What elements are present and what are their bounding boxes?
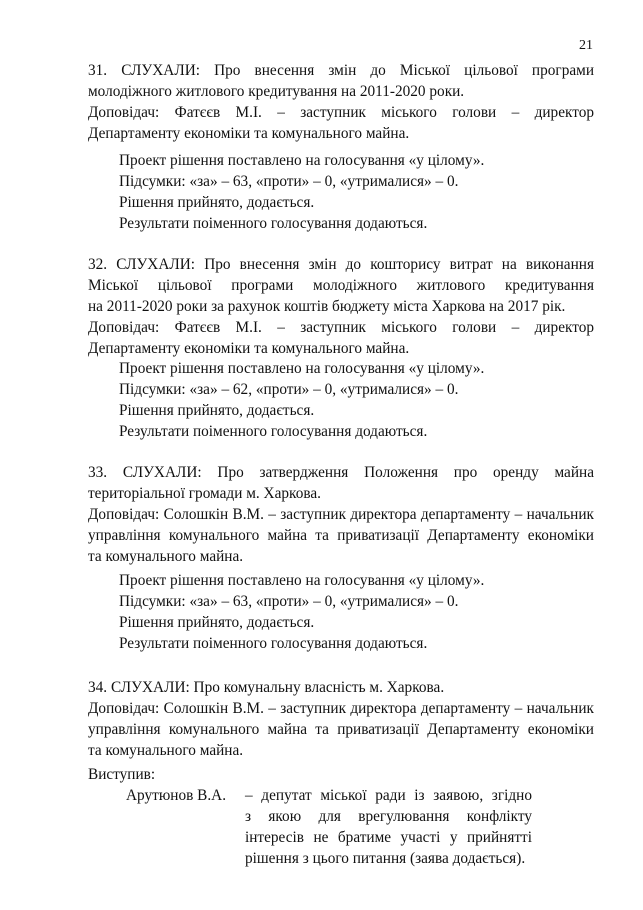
- item-heading-line: молодіжного житлового кредитування на 2011-2020 роки.: [88, 83, 465, 100]
- item-heading-line: територіальної громади м. Харкова.: [88, 485, 321, 502]
- decision-status: Рішення прийнято, додається.: [119, 614, 315, 631]
- reporter-line: управління комунального майна та приватизації Департаменту економіки: [88, 721, 594, 738]
- reporter-line: Доповідач: Солошкін В.М. – заступник директора департаменту – начальник: [88, 700, 594, 717]
- speech-line: інтересів не братиме участі у прийнятті: [245, 829, 532, 846]
- decision-status: Рішення прийнято, додається.: [119, 402, 315, 419]
- reporter-line: Доповідач: Солошкін В.М. – заступник директора департаменту – начальник: [88, 506, 594, 523]
- voting-result-32: [119, 358, 589, 442]
- item-heading-line: 34. СЛУХАЛИ: Про комунальну власність м. Харкова.: [88, 679, 445, 696]
- roll-call-note: Результати поіменного голосування додаються.: [119, 215, 428, 232]
- roll-call-note: Результати поіменного голосування додаються.: [119, 635, 428, 652]
- voting-result-31: [119, 150, 589, 234]
- speeches-section: [88, 764, 594, 867]
- decision-status: Рішення прийнято, додається.: [119, 194, 315, 211]
- speech-text: [245, 785, 532, 869]
- item-heading-line: 33. СЛУХАЛИ: Про затвердження Положення про оренду майна: [88, 464, 594, 481]
- agenda-item-33: [88, 462, 594, 567]
- agenda-item-32: [88, 254, 594, 359]
- vote-totals: Підсумки: «за» – 62, «проти» – 0, «утрималися» – 0.: [119, 381, 459, 398]
- vote-totals: Підсумки: «за» – 63, «проти» – 0, «утрималися» – 0.: [119, 173, 459, 190]
- agenda-item-31: [88, 60, 594, 144]
- voting-result-33: [119, 570, 589, 654]
- vote-statement: Проект рішення поставлено на голосування «у цілому».: [119, 152, 485, 169]
- vote-statement: Проект рішення поставлено на голосування «у цілому».: [119, 572, 485, 589]
- reporter-line: Департаменту економіки та комунального майна.: [88, 125, 410, 142]
- vote-statement: Проект рішення поставлено на голосування «у цілому».: [119, 360, 485, 377]
- page-number: 21: [579, 38, 593, 53]
- speaker-name: Арутюнов В.А.: [126, 787, 227, 804]
- item-heading-line: 32. СЛУХАЛИ: Про внесення змін до кошторису витрат на виконання: [88, 256, 594, 273]
- roll-call-note: Результати поіменного голосування додаються.: [119, 423, 428, 440]
- vote-totals: Підсумки: «за» – 63, «проти» – 0, «утрималися» – 0.: [119, 593, 459, 610]
- speech-line: з якою для врегулювання конфлікту: [245, 808, 532, 825]
- reporter-line: управління комунального майна та приватизації Департаменту економіки: [88, 527, 594, 544]
- reporter-line: та комунального майна.: [88, 548, 244, 565]
- speech-line: рішення з цього питання (заява додається).: [245, 850, 526, 867]
- speeches-heading: Виступив:: [88, 766, 156, 783]
- reporter-line: Доповідач: Фатєєв М.І. – заступник міського голови – директор: [88, 319, 594, 336]
- item-heading-line: 31. СЛУХАЛИ: Про внесення змін до Міської цільової програми: [88, 62, 594, 79]
- speech-line: – депутат міської ради із заявою, згідно: [245, 787, 532, 804]
- reporter-line: Департаменту економіки та комунального майна.: [88, 340, 410, 357]
- item-heading-line: на 2011-2020 роки за рахунок коштів бюджету міста Харкова на 2017 рік.: [88, 298, 566, 315]
- agenda-item-34: [88, 677, 594, 761]
- item-heading-line: Міської цільової програми молодіжного житлового кредитування: [88, 277, 594, 294]
- reporter-line: та комунального майна.: [88, 742, 244, 759]
- reporter-line: Доповідач: Фатєєв М.І. – заступник міського голови – директор: [88, 104, 594, 121]
